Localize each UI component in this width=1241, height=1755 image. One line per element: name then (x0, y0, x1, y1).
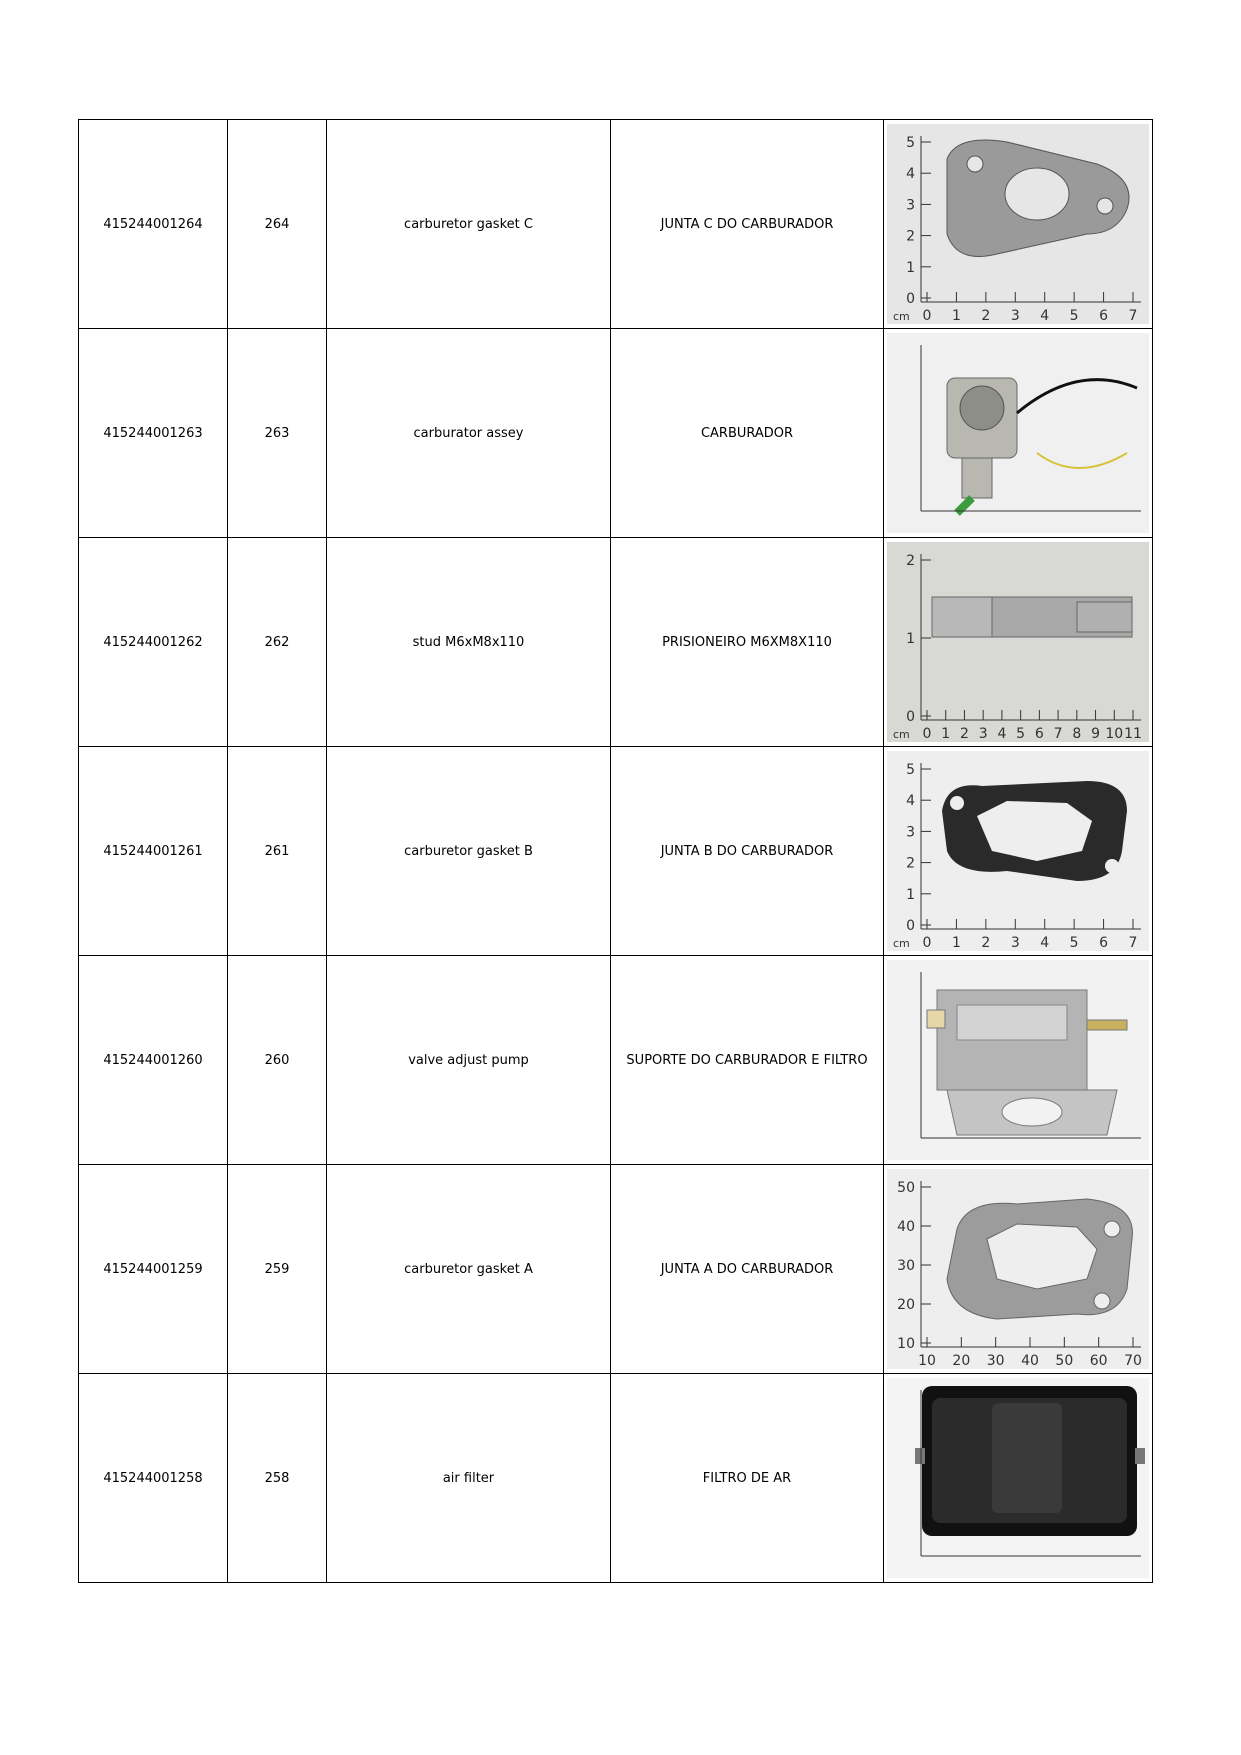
description-en: carburetor gasket B (327, 747, 611, 956)
description-pt: JUNTA C DO CARBURADOR (611, 120, 884, 329)
description-en: valve adjust pump (327, 956, 611, 1165)
svg-text:5: 5 (906, 135, 915, 151)
description-pt: PRISIONEIRO M6XM8X110 (611, 538, 884, 747)
svg-text:0: 0 (922, 726, 932, 742)
svg-text:0: 0 (906, 709, 915, 725)
svg-text:50: 50 (897, 1180, 915, 1196)
svg-text:10: 10 (918, 1353, 936, 1369)
svg-text:4: 4 (1040, 935, 1050, 951)
part-code: 415244001262 (79, 538, 228, 747)
part-photo-image (887, 124, 1149, 324)
part-code: 415244001260 (79, 956, 228, 1165)
svg-text:40: 40 (897, 1219, 915, 1235)
svg-text:1: 1 (941, 726, 951, 742)
description-en: air filter (327, 1374, 611, 1583)
svg-text:2: 2 (906, 855, 915, 872)
svg-text:6: 6 (1034, 726, 1044, 742)
description-en: carburetor gasket C (327, 120, 611, 329)
description-pt: JUNTA A DO CARBURADOR (611, 1165, 884, 1374)
svg-text:4: 4 (906, 166, 915, 183)
svg-text:30: 30 (986, 1353, 1005, 1369)
svg-text:0: 0 (906, 918, 915, 934)
svg-text:cm: cm (893, 310, 910, 323)
part-photo-image (887, 1169, 1149, 1369)
part-code: 415244001264 (79, 120, 228, 329)
description-en: stud M6xM8x110 (327, 538, 611, 747)
svg-text:60: 60 (1089, 1353, 1108, 1369)
svg-text:4: 4 (906, 793, 915, 810)
part-photo-image (887, 542, 1149, 742)
svg-text:4: 4 (1040, 308, 1050, 324)
svg-text:3: 3 (906, 824, 915, 841)
part-code: 415244001259 (79, 1165, 228, 1374)
svg-text:7: 7 (1128, 935, 1138, 951)
table-row (79, 329, 1153, 538)
item-number: 264 (228, 120, 327, 329)
part-photo-image (887, 1378, 1149, 1578)
table-row (79, 538, 1153, 747)
svg-text:11: 11 (1124, 726, 1142, 742)
svg-text:20: 20 (897, 1297, 915, 1313)
svg-text:2: 2 (981, 308, 991, 324)
part-photo-image (887, 751, 1149, 951)
svg-text:2: 2 (906, 553, 915, 569)
svg-text:4: 4 (997, 726, 1007, 742)
item-number: 260 (228, 956, 327, 1165)
svg-text:9: 9 (1091, 726, 1101, 742)
svg-text:7: 7 (1053, 726, 1063, 742)
svg-text:1: 1 (951, 935, 961, 951)
part-code: 415244001261 (79, 747, 228, 956)
description-pt: CARBURADOR (611, 329, 884, 538)
item-number: 261 (228, 747, 327, 956)
svg-text:5: 5 (906, 762, 915, 778)
item-number: 259 (228, 1165, 327, 1374)
svg-text:5: 5 (1069, 308, 1079, 324)
part-photo (884, 538, 1153, 747)
description-pt: FILTRO DE AR (611, 1374, 884, 1583)
item-number: 263 (228, 329, 327, 538)
svg-text:1: 1 (906, 259, 915, 276)
svg-text:70: 70 (1124, 1353, 1142, 1369)
item-number: 262 (228, 538, 327, 747)
svg-text:10: 10 (897, 1336, 915, 1352)
svg-text:50: 50 (1055, 1353, 1074, 1369)
part-photo (884, 747, 1153, 956)
part-photo (884, 120, 1153, 329)
description-en: carburator assey (327, 329, 611, 538)
svg-text:1: 1 (906, 886, 915, 903)
svg-text:cm: cm (893, 728, 910, 741)
svg-text:2: 2 (981, 935, 991, 951)
svg-text:8: 8 (1072, 726, 1082, 742)
svg-text:3: 3 (906, 197, 915, 214)
table-row (79, 956, 1153, 1165)
svg-text:2: 2 (906, 228, 915, 245)
svg-text:2: 2 (959, 726, 969, 742)
svg-text:10: 10 (1105, 726, 1124, 742)
svg-text:0: 0 (906, 291, 915, 307)
svg-text:5: 5 (1016, 726, 1026, 742)
svg-text:40: 40 (1021, 1353, 1039, 1369)
part-photo-image (887, 960, 1149, 1160)
svg-text:20: 20 (952, 1353, 971, 1369)
svg-text:6: 6 (1099, 935, 1109, 951)
svg-text:cm: cm (893, 937, 910, 950)
table-row (79, 1374, 1153, 1583)
part-code: 415244001263 (79, 329, 228, 538)
item-number: 258 (228, 1374, 327, 1583)
svg-text:7: 7 (1128, 308, 1138, 324)
svg-text:0: 0 (922, 935, 932, 951)
svg-text:3: 3 (1010, 935, 1020, 951)
description-pt: SUPORTE DO CARBURADOR E FILTRO (611, 956, 884, 1165)
part-code: 415244001258 (79, 1374, 228, 1583)
table-row (79, 1165, 1153, 1374)
svg-text:3: 3 (978, 726, 988, 742)
svg-text:6: 6 (1099, 308, 1109, 324)
svg-text:30: 30 (897, 1258, 915, 1274)
svg-text:1: 1 (951, 308, 961, 324)
part-photo-image (887, 333, 1149, 533)
part-photo (884, 1165, 1153, 1374)
description-en: carburetor gasket A (327, 1165, 611, 1374)
table-row (79, 747, 1153, 956)
part-photo (884, 329, 1153, 538)
svg-text:1: 1 (906, 631, 915, 647)
table-row (79, 120, 1153, 329)
description-pt: JUNTA B DO CARBURADOR (611, 747, 884, 956)
part-photo (884, 1374, 1153, 1583)
svg-text:0: 0 (922, 308, 932, 324)
parts-table (78, 119, 1153, 1583)
svg-text:3: 3 (1010, 308, 1020, 324)
part-photo (884, 956, 1153, 1165)
svg-text:5: 5 (1069, 935, 1079, 951)
